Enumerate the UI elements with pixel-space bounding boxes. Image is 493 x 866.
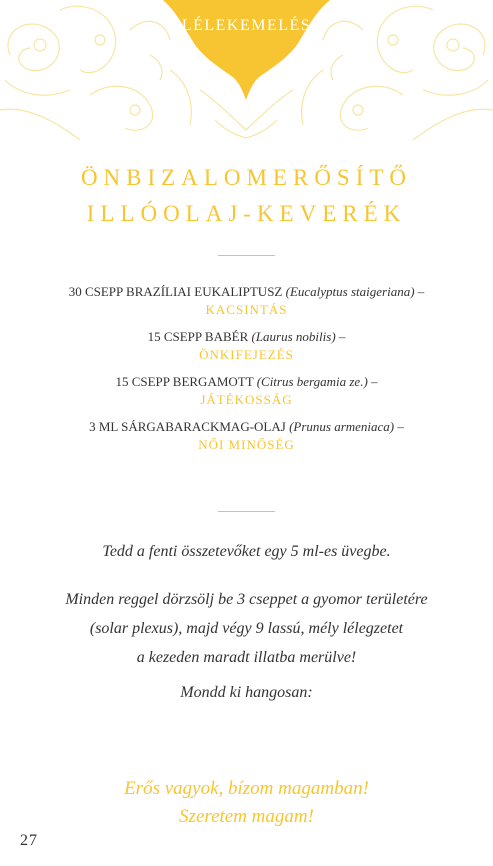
ingredient-amount-name: 3 ML SÁRGABARACKMAG-OLAJ — [89, 419, 286, 434]
recipe-title-line1: ÖNBIZALOMERŐSÍTŐ — [80, 165, 413, 190]
instruction-line: (solar plexus), majd végy 9 lassú, mély lélegzetet — [89, 620, 404, 637]
ingredient-quality: JÁTÉKOSSÁG — [200, 392, 293, 407]
instruction-line: a kezeden maradt illatba merülve! — [136, 649, 357, 666]
ingredient-latin-name: (Prunus armeniaca) — [289, 419, 395, 434]
ingredient-latin-name: (Laurus nobilis) — [251, 329, 336, 344]
affirmation-line-2: Szeretem magam! — [179, 806, 314, 827]
ingredient-amount-name: 30 CSEPP BRAZÍLIAI EUKALIPTUSZ — [68, 284, 283, 299]
section-badge-label: LÉLEKEMELÉS — [181, 17, 312, 34]
ingredient-amount-name: 15 CSEPP BABÉR — [147, 329, 249, 344]
ingredient-dash: – — [367, 374, 378, 389]
ingredient-quality: NŐI MINŐSÉG — [198, 437, 295, 452]
instruction-paragraph-2 — [0, 585, 493, 672]
instruction-paragraph-3: Mondd ki hangosan: — [180, 684, 313, 701]
recipe-title-line2: ILLÓOLAJ-KEVERÉK — [86, 201, 407, 226]
affirmation-line-1: Erős vagyok, bízom magamban! — [124, 778, 369, 799]
divider-bottom — [218, 511, 275, 512]
page-number: 27 — [20, 832, 38, 849]
ingredient-list — [0, 283, 493, 463]
ingredient-latin-name: (Eucalyptus staigeriana) — [285, 284, 415, 299]
ingredient-amount-name: 15 CSEPP BERGAMOTT — [115, 374, 254, 389]
instruction-paragraph-1: Tedd a fenti összetevőket egy 5 ml-es üvegbe. — [102, 543, 391, 560]
ingredient-dash: – — [394, 419, 404, 434]
ingredient-dash: – — [414, 284, 425, 299]
ingredient-item — [0, 373, 493, 408]
ingredient-item — [0, 418, 493, 453]
instruction-line: Minden reggel dörzsölj be 3 cseppet a gyomor területére — [65, 591, 428, 608]
ingredient-quality: KACSINTÁS — [205, 302, 288, 317]
ingredient-dash: – — [335, 329, 346, 344]
affirmation — [0, 775, 493, 831]
ingredient-item — [0, 283, 493, 318]
divider-top — [218, 255, 275, 256]
header-ornament — [0, 0, 493, 140]
ingredient-item — [0, 328, 493, 363]
ingredient-quality: ÖNKIFEJEZÉS — [199, 347, 294, 362]
ingredient-latin-name: (Citrus bergamia ze.) — [256, 374, 368, 389]
